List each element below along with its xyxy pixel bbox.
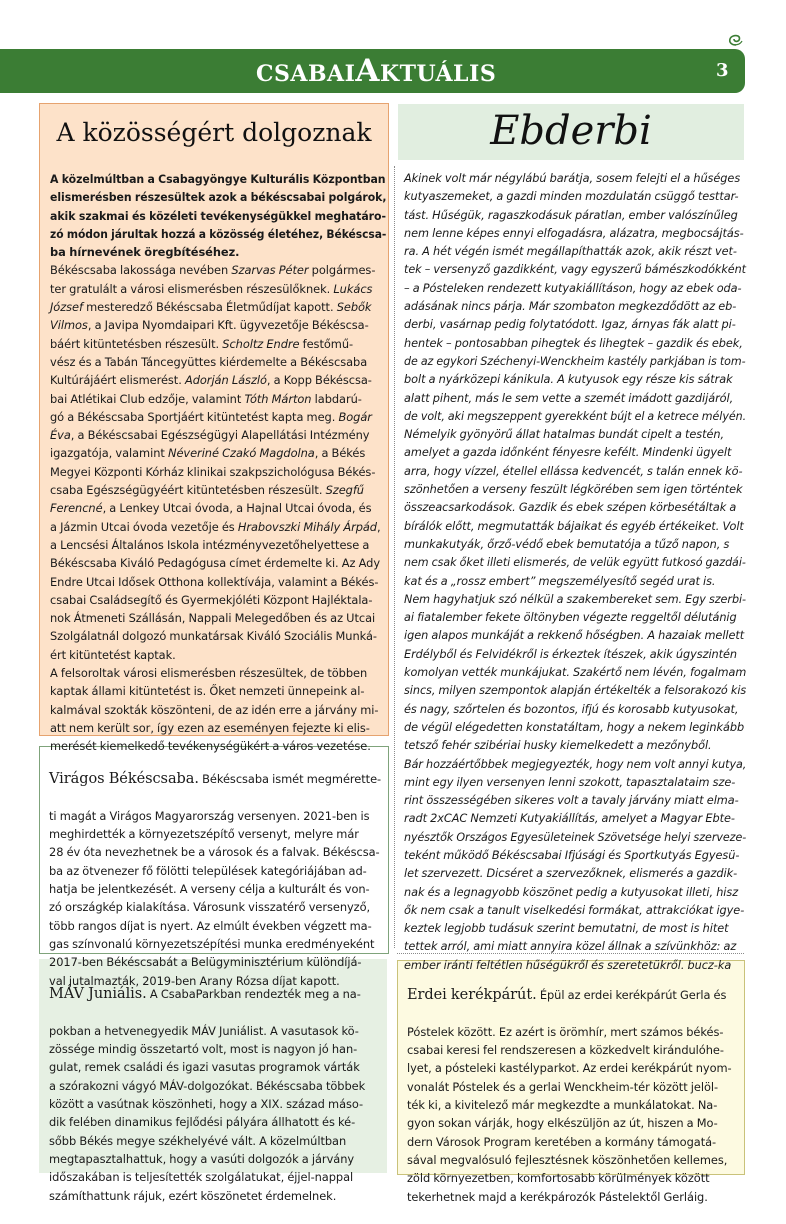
article-mav-line: megtapasztalhattuk, hogy a vasúti dolgozók a járvány [49, 1151, 355, 1166]
article-bikepath-line: zöld környezetben, komfortosabb körülmények között [407, 1171, 710, 1186]
article-ebderbi-line: mint egy ilyen versenyen lenni szokott, tapasztalataim sze- [404, 775, 736, 789]
article-community-line: akik szakmai és közéleti tevékenységükkel meghatáro- [50, 208, 386, 223]
article-bikepath-kicker: Erdei kerékpárút. [407, 987, 537, 1004]
article-mav-line: számíthattunk rájuk, ezért köszönetet érdemelnek. [49, 1188, 337, 1203]
article-ebderbi-line: ember iránti feltétlen hűségükről és szeretetükről. bucz-ka [404, 958, 732, 972]
article-mav-line: A CsabaParkban rendezték meg a na- [149, 987, 361, 1002]
article-community-line: báért kitüntetésben részesült. Scholtz Endre festőmű- [50, 336, 354, 351]
article-ebderbi-line: Erdélyből és Felvidékről is érkeztek ítészek, akik úgyszintén [404, 647, 738, 661]
article-flowers-line: több rangos díjat is nyert. Az elmúlt években végzett ma- [49, 918, 372, 933]
article-community-line: Kultúrájáért elismerést. Adorján László, a Kopp Békéscsa- [50, 373, 372, 388]
article-flowers-line: ti magát a Virágos Magyarország versenyen. 2021-ben is [49, 808, 370, 823]
article-mav-line: sőbb Békés megye székhelyévé vált. A közelmúltban [49, 1133, 347, 1148]
article-ebderbi-line: sincs, milyen szempontok alapján értékelték a felsorakozó kis [404, 684, 747, 698]
article-ebderbi-line: ra. A hét végén ismét megállapíthatták azok, akik részt vet- [404, 245, 737, 259]
article-ebderbi-line: igen alapos munkáját a rekkenő hőségben. A hazaiak mellett [404, 629, 745, 643]
article-bikepath-line: csabai keresi fel rendszeresen a közkedvelt kirándulóhe- [407, 1043, 724, 1058]
article-ebderbi-line: de az egykori Széchenyi-Wenckheim kastély parkjában is tom- [404, 354, 746, 368]
article-ebderbi-line: szönhetően a verseny feszült légkörében sem igen történtek [404, 483, 743, 497]
article-bikepath-line: Póstelek között. Ez azért is örömhír, mert számos békés- [407, 1024, 724, 1039]
article-ebderbi-line: munkakutyák, őrző-védő ebek bemutatója a tűző napon, s [404, 537, 730, 551]
article-community-line: elismerésben részesültek azok a békéscsabai polgárok, [50, 190, 387, 205]
article-ebderbi-line: Akinek volt már négylábú barátja, sosem felejti el a hűséges [404, 172, 741, 185]
article-community-line: kalmával szokták köszönteni, de az idén erre a járvány mi- [50, 702, 379, 717]
article-ebderbi-line: let szervezett. Dicséret a szervezőknek, elismerés a gazdik- [404, 867, 738, 881]
article-ebderbi-line: nem lenne képes ennyi elfogadásra, alázatra, megbocsájtás- [404, 226, 744, 240]
article-community-line: csabai Családsegítő és Gyermekjóléti Központ Hajléktala- [50, 592, 373, 607]
article-ebderbi-line: arra, hogy vízzel, étellel ellássa kedvencét, s talán ennek kö- [404, 464, 743, 478]
article-ebderbi-line: kat és a „rossz embert” megszemélyesítő segéd urat is. [404, 574, 716, 588]
article-ebderbi-line: tetsző fehér szibériai husky kiemelkedett a mezőnyből. [404, 739, 712, 753]
article-mav-line: dik felében dinamikus fejlődési pályára állhatott és ké- [49, 1115, 356, 1130]
article-ebderbi-body [404, 170, 746, 975]
article-mav-line: a szórakozni vágyó MÁV-dolgozókat. Békéscsaba többek [49, 1078, 366, 1093]
masthead-part-2: A [355, 53, 380, 89]
article-community-line: Békéscsaba Kiváló Pedagógusa címet érdemelte ki. Az Ady [50, 556, 381, 571]
article-bikepath-body [407, 968, 741, 1224]
swirl-logo-icon [728, 33, 744, 47]
article-ebderbi-line: amelyet a gazda időnként fényesre kefélt. Mindenki ügyelt [404, 446, 732, 460]
article-community-line: a Jázmin Utcai óvoda vezetője és Hrabovszki Mihály Árpád, [50, 519, 381, 534]
article-ebderbi-line: kutyaszemeket, a gazdi minden mozdulatán csüggő testtar- [404, 190, 739, 204]
article-bikepath-line: tekerhetnek majd a kerékpározók Pástelektől Gerláig. [407, 1189, 708, 1204]
article-bikepath-line: sával megvalósuló fejlesztésnek köszönhetően kellemes, [407, 1152, 728, 1167]
article-ebderbi-line: nem csak őket illeti elismerés, de velük együtt futkosó gazdái- [404, 556, 746, 570]
article-ebderbi-line: komolyan vették munkájukat. Szakértő nem lévén, fogalmam [404, 666, 747, 680]
article-mav-kicker: MÁV Juniális. [49, 986, 147, 1003]
article-flowers-line: hatja be jelentkezését. A verseny célja a kulturált és von- [49, 882, 370, 897]
masthead-part-1: CSABAI [256, 61, 356, 87]
article-ebderbi-line: teként működő Békéscsabai Ifjúsági és Sportkutyás Egyesü- [404, 848, 740, 862]
article-flowers-line: ba az ötvenezer fő fölötti települések kategóriájában ad- [49, 863, 367, 878]
article-community-line: kaptak állami kitüntetést is. Őket nemzeti ünnepeink al- [50, 684, 365, 699]
article-ebderbi-line: bírálók előtt, megmutatták bájaikat és egyéb értékeiket. Volt [404, 519, 744, 533]
article-ebderbi-line: derbi, vasárnap pedig folytatódott. Igaz, árnyas fák alatt pi- [404, 318, 736, 332]
article-community-line: ba hírnevének öregbítéséhez. [50, 245, 240, 260]
article-mav-line: zössége mindig összetartó volt, most is nagyon jó han- [49, 1042, 358, 1057]
article-community-line: merését kiemelkedő tevékenységükért a város vezetése. [50, 739, 371, 754]
article-mav-line: között a vasútnak köszönheti, hogy a XIX. század máso- [49, 1097, 364, 1112]
article-mav-body [49, 967, 383, 1223]
article-bikepath-line: Épül az erdei kerékpárút Gerla és [539, 988, 727, 1003]
article-flowers-line: meghirdették a környezetszépítő versenyt, melyre már [49, 827, 359, 842]
article-community-line: József mesteredző Békéscsaba Életműdíjat kapott. Sebők [50, 300, 372, 315]
article-ebderbi-line: nak és a legnagyobb köszönet pedig a kutyusokat illeti, hisz [404, 885, 739, 899]
column-divider [394, 166, 395, 948]
article-community-line: Szolgálatnál dolgozó munkatársak Kiváló Szociális Munká- [50, 629, 377, 644]
article-bikepath-line: dern Városok Program keretében a kormány támogatá- [407, 1134, 717, 1149]
article-flowers-line: zó országkép kialakítása. Városunk visszatérő versenyző, [49, 900, 371, 915]
article-community-line: Vilmos, a Javipa Nyomdaipari Kft. ügyvezetője Békéscsa- [50, 318, 369, 333]
article-ebderbi-line: de végül elégedetten konstatáltam, hogy a nekem leginkább [404, 720, 745, 734]
article-ebderbi-line: Bár hozzáértőbbek megjegyezték, hogy nem volt annyi kutya, [404, 757, 747, 771]
article-ebderbi-line: alatt pihent, más le sem vette a szemét imádott gazdijáról, [404, 391, 734, 405]
article-flowers-line: Békéscsaba ismét megmérette- [202, 772, 382, 787]
article-ebderbi-line: tást. Hűségük, ragaszkodásuk páratlan, ember valószínűleg [404, 208, 738, 222]
article-community-line: Megyei Központi Kórház klinikai szakpszichológusa Békés- [50, 464, 376, 479]
article-community-line: A közelmúltban a Csabagyöngye Kulturális Központban [50, 172, 386, 186]
article-mav-line: gulat, remek családi és igazi vasutas programok várták [49, 1060, 360, 1075]
article-flowers-line: gas színvonalú környezetszépítési munka eredményeként [49, 936, 375, 951]
article-community-line: Békéscsaba lakossága nevében Szarvas Péter polgármes- [50, 263, 376, 278]
article-ebderbi-line: összeacsarkodások. Gazdik és ebek szépen körbesétáltak a [404, 501, 737, 515]
article-community-line: ért kitüntetést kaptak. [50, 647, 176, 662]
article-ebderbi-line: bolt a nyárközepi kánikula. A kutyusok egy része kis sátrak [404, 373, 733, 387]
article-flowers-line: 2017-ben Békéscsabát a Belügyminisztérium különdíjá- [49, 955, 362, 970]
article-community-line: gó a Békéscsaba Sportjáért kitüntetést kapta meg. Bogár [50, 409, 372, 424]
article-flowers-line: 28 év óta nevezhetnek be a városok és a falvak. Békéscsa- [49, 845, 380, 860]
article-bikepath-line: gyon sokan várják, hogy elkészüljön az út, hiszen a Mo- [407, 1116, 718, 1131]
article-community-line: ter gratulált a városi elismerésben részesülőknek. Lukács [50, 281, 373, 296]
article-community-line: igazgatója, valamint Néveriné Czakó Magdolna, a Békés [50, 446, 366, 461]
article-ebderbi-title: Ebderbi [490, 108, 652, 154]
article-community-line: att nem került sor, így ezen az eseményen fejezte ki elis- [50, 720, 370, 735]
article-ebderbi-line: tek – versenyző gazdikként, vagy egyszerű bámészkodókként [404, 263, 746, 277]
article-mav-line: időszakában is teljesítették szolgálatukat, éjjel-nappal [49, 1170, 354, 1185]
article-community-body [50, 170, 386, 756]
article-community-line: zó módon járultak hozzá a közösség életéhez, Békéscsa- [50, 226, 387, 241]
article-ebderbi-line: nyésztők Országos Egyesületeinek Szövetsége helyi szerveze- [404, 830, 747, 844]
article-ebderbi-line: keztek legjobb tudásuk szerint bemutatni, de most is hitet [404, 922, 729, 936]
article-community-line: csaba Egészségügyéért kitüntetésben részesült. Szegfű [50, 483, 364, 498]
article-ebderbi-line: – a Pósteleken rendezett kutyakiállításon, hogy az ebek oda- [404, 281, 742, 295]
article-ebderbi-line: radt 2xCAC Nemzeti Kutyakiállítás, amelyet a Magyar Ebte- [404, 812, 735, 826]
article-community-title: A közösségért dolgoznak [56, 118, 372, 147]
article-ebderbi-line: rint összességében sikeres volt a tavaly járvány miatt elma- [404, 794, 739, 808]
article-flowers-line: val jutalmazták, 2019-ben Arany Rózsa díjat kapott. [49, 973, 340, 988]
article-mav-line: pokban a hetvenegyedik MÁV Juniálist. A vasutasok kö- [49, 1023, 359, 1038]
article-community-line: Endre Utcai Idősek Otthona kollektívája, valamint a Békés- [50, 574, 379, 589]
article-community-line: bai Atlétikai Club edzője, valamint Tóth Márton labdarú- [50, 391, 362, 406]
article-community-line: a Lencsési Általános Iskola intézményvezetőhelyettese a [50, 537, 370, 552]
article-community-line: Éva, a Békéscsabai Egészségügyi Alapellátási Intézmény [50, 428, 370, 443]
article-bikepath-line: ték ki, a kivitelező már megkezdte a munkálatokat. Na- [407, 1098, 718, 1113]
article-ebderbi-line: de volt, aki megszeppent gyerekként bújt el a ketrece mélyén. [404, 409, 747, 423]
masthead-part-3: KTUÁLIS [379, 61, 497, 87]
article-flowers-kicker: Virágos Békéscsaba. [49, 771, 199, 788]
article-ebderbi-line: Némelyik gyönyörű állat hatalmas bundát cipelt a testén, [404, 428, 725, 442]
article-ebderbi-line: adásának nincs párja. Már szombaton megkezdődött az eb- [404, 300, 737, 314]
article-ebderbi-line: és nagy, szőrtelen és bozontos, ifjú és korosabb kutyusokat, [404, 702, 739, 716]
article-bikepath-line: lyet, a pósteleki kastélyparkot. Az erdei kerékpárút nyom- [407, 1061, 732, 1076]
article-community-line: nok Átmeneti Szállásán, Nappali Melegedőben és az Utcai [50, 611, 376, 626]
article-community-line: A felsoroltak városi elismerésben részesültek, de többen [50, 666, 368, 681]
page-number: 3 [716, 60, 729, 81]
masthead-title [256, 53, 496, 89]
article-ebderbi-line: tettek arról, ami miatt annyira közel állnak a szívünkhöz: az [404, 940, 737, 954]
article-community-line: vész és a Tabán Táncegyüttes kiérdemelte a Békéscsaba [50, 354, 368, 369]
article-community-line: Ferencné, a Lenkey Utcai óvoda, a Hajnal Utcai óvoda, és [50, 501, 372, 516]
article-ebderbi-line: hentek – pontosabban pihegtek és lihegtek – gazdik és ebek, [404, 336, 743, 350]
article-ebderbi-line: ai fiatalember fekete öltönyben végezte reggeltől délutánig [404, 611, 737, 625]
article-ebderbi-line: ők nem csak a tanult viselkedési formákat, attrakciókat igye- [404, 903, 745, 917]
article-ebderbi-line: Nem hagyhatjuk szó nélkül a szakembereket sem. Egy szerbi- [404, 592, 747, 606]
article-bikepath-line: vonalát Póstelek és a gerlai Wenckheim-tér között jelöl- [407, 1079, 719, 1094]
